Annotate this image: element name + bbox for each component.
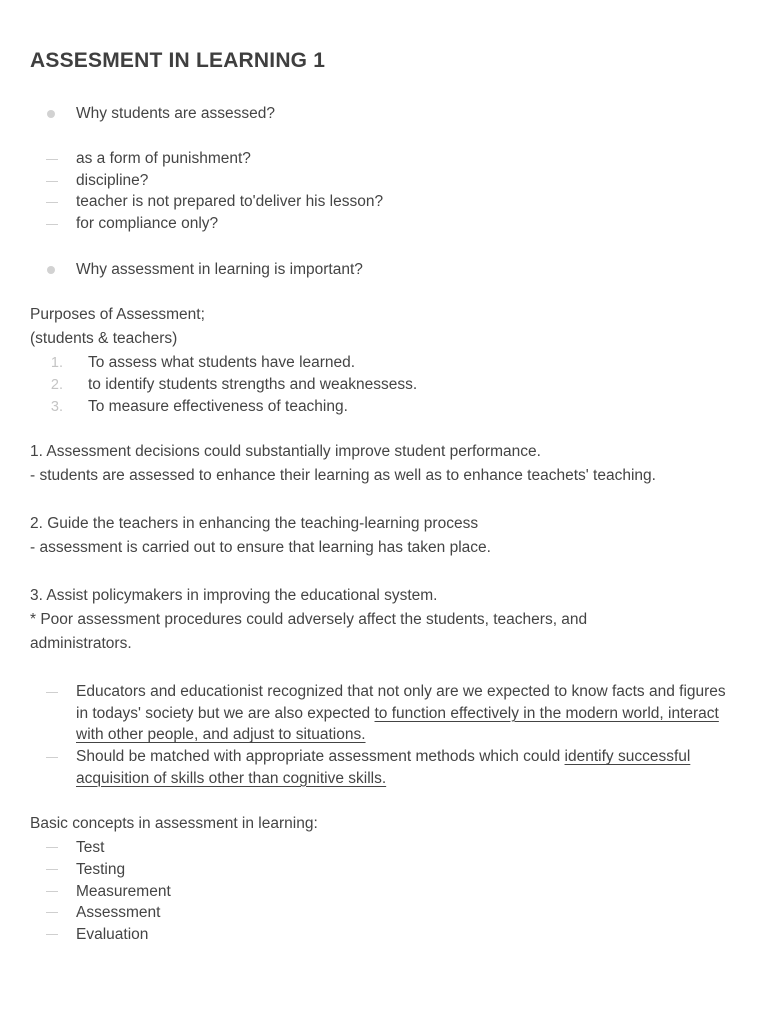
purpose-item: To assess what students have learned. [88, 354, 356, 371]
point-3: 3. Assist policymakers in improving the educational system. [30, 587, 438, 604]
list-item: as a form of punishment? [76, 150, 251, 167]
point-2: 2. Guide the teachers in enhancing the teaching-learning process [30, 515, 479, 532]
dash-bullet-icon [46, 181, 58, 182]
point-2-note: - assessment is carried out to ensure that learning has taken place. [30, 539, 491, 556]
concept-item: Measurement [76, 883, 171, 900]
concept-item: Testing [76, 861, 126, 878]
dash-bullet-icon [46, 202, 58, 203]
dash-bullet-icon [46, 912, 58, 913]
dash-bullet-icon [46, 847, 58, 848]
list-item: for compliance only? [76, 215, 219, 232]
list-item: discipline? [76, 172, 149, 189]
concept-item: Assessment [76, 904, 161, 921]
paragraph-text: Should be matched with appropriate assessment methods which could [76, 748, 565, 765]
question-why-important: Why assessment in learning is important? [76, 261, 363, 278]
concept-item: Test [76, 839, 105, 856]
purpose-item: To measure effectiveness of teaching. [88, 398, 348, 415]
dash-bullet-icon [46, 757, 58, 758]
dash-bullet-icon [46, 869, 58, 870]
dash-bullet-icon [46, 934, 58, 935]
bullet-dot-icon [47, 266, 55, 274]
dash-bullet-icon [46, 891, 58, 892]
dash-bullet-icon [46, 159, 58, 160]
dash-bullet-icon [46, 692, 58, 693]
assessment-methods-paragraph [76, 746, 726, 789]
purposes-subheading: (students & teachers) [30, 330, 178, 347]
question-why-assessed: Why students are assessed? [76, 105, 276, 122]
purpose-item: to identify students strengths and weaknessess. [88, 376, 418, 393]
dash-bullet-icon [46, 224, 58, 225]
concepts-heading: Basic concepts in assessment in learning: [30, 815, 318, 832]
list-item: teacher is not prepared to'deliver his lesson? [76, 193, 384, 210]
point-3-note: * Poor assessment procedures could adversely affect the students, teachers, and [30, 611, 588, 628]
point-3-note-continued: administrators. [30, 635, 132, 652]
educators-paragraph [76, 681, 726, 746]
point-1: 1. Assessment decisions could substantially improve student performance. [30, 443, 541, 460]
bullet-dot-icon [47, 110, 55, 118]
underlined-text: to function effectively in the modern world, interact with other people, and adjust to situations. [76, 704, 719, 743]
underlined-text: identify successful acquisition of skills other than cognitive skills. [76, 748, 691, 787]
purposes-heading: Purposes of Assessment; [30, 306, 205, 323]
point-1-note: - students are assessed to enhance their learning as well as to enhance teachets' teaching. [30, 467, 656, 484]
list-number: 2. [50, 377, 63, 393]
list-number: 3. [50, 399, 63, 415]
page-title: ASSESMENT IN LEARNING 1 [30, 49, 326, 72]
list-number: 1. [50, 355, 63, 371]
concept-item: Evaluation [76, 926, 149, 943]
paragraph-text: Educators and educationist recognized that not only are we expected to know facts and figures in todays' society but we are also expected [76, 683, 726, 722]
